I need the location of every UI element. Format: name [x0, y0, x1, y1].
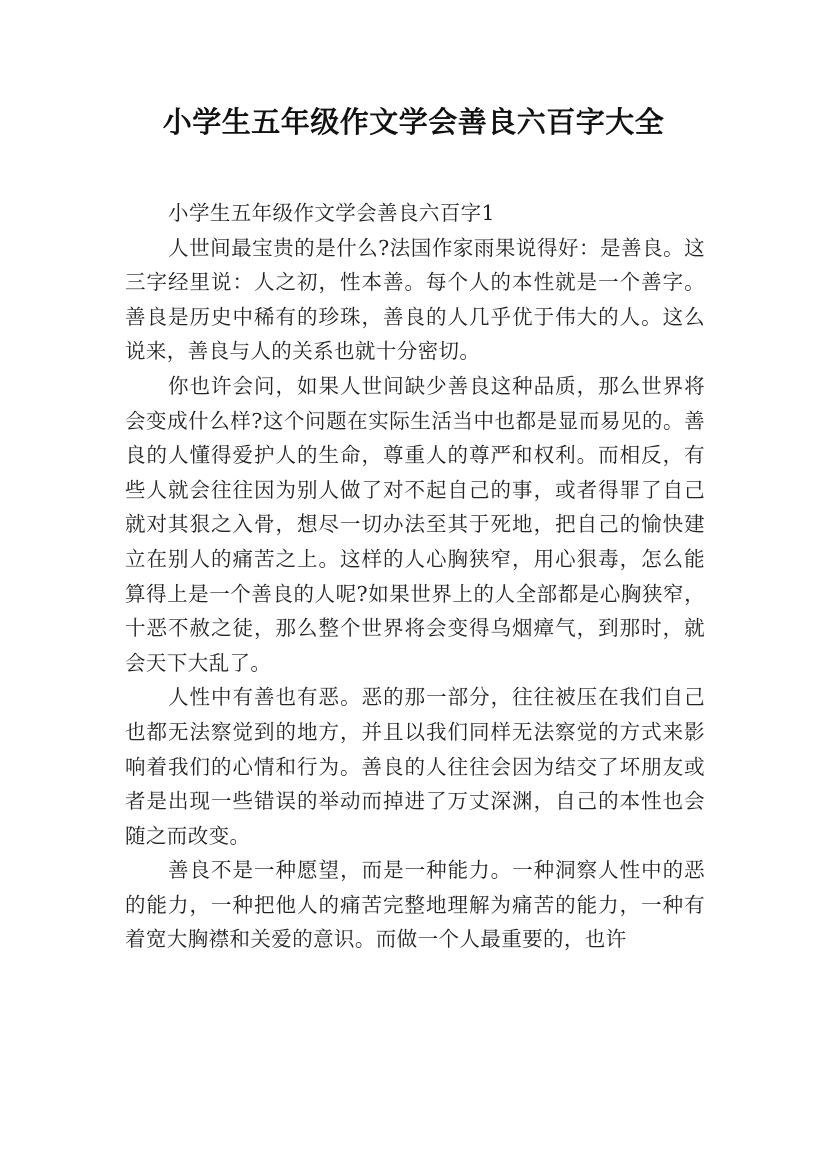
paragraph-1: 人世间最宝贵的是什么?法国作家雨果说得好：是善良。这三字经里说：人之初，性本善。每个人的本性就是一个善字。善良是历史中稀有的珍珠，善良的人几乎优于伟大的人。这么说来，善良与人的关系也就十分密切。: [125, 235, 705, 364]
page-title: 小学生五年级作文学会善良六百字大全: [162, 105, 665, 139]
paragraph-3: 人性中有善也有恶。恶的那一部分，往往被压在我们自己也都无法察觉到的地方，并且以我们同样无法察觉的方式来影响着我们的心情和行为。善良的人往往会因为结交了坏朋友或者是出现一些错误的举动而掉进了万丈深渊，自己的本性也会随之而改变。: [125, 685, 705, 848]
article-subtitle: 小学生五年级作文学会善良六百字1: [168, 201, 495, 225]
paragraph-2: 你也许会问，如果人世间缺少善良这种品质，那么世界将会变成什么样?这个问题在实际生活当中也都是显而易见的。善良的人懂得爱护人的生命，尊重人的尊严和权利。而相反，有些人就会往往因为别人做了对不起自己的事，或者得罪了自己就对其狠之入骨，想尽一切办法至其于死地，把自己的愉快建立在别人的痛苦之上。这样的人心胸狭窄，用心狠毒，怎么能算得上是一个善良的人呢?如果世界上的人全部都是心胸狭窄，十恶不赦之徒，那么整个世界将会变得乌烟瘴气，到那时，就会天下大乱了。: [125, 373, 705, 675]
article-body: [125, 196, 705, 957]
paragraph-4: 善良不是一种愿望，而是一种能力。一种洞察人性中的恶的能力，一种把他人的痛苦完整地理解为痛苦的能力，一种有着宽大胸襟和关爱的意识。而做一个人最重要的，也许: [125, 858, 705, 952]
